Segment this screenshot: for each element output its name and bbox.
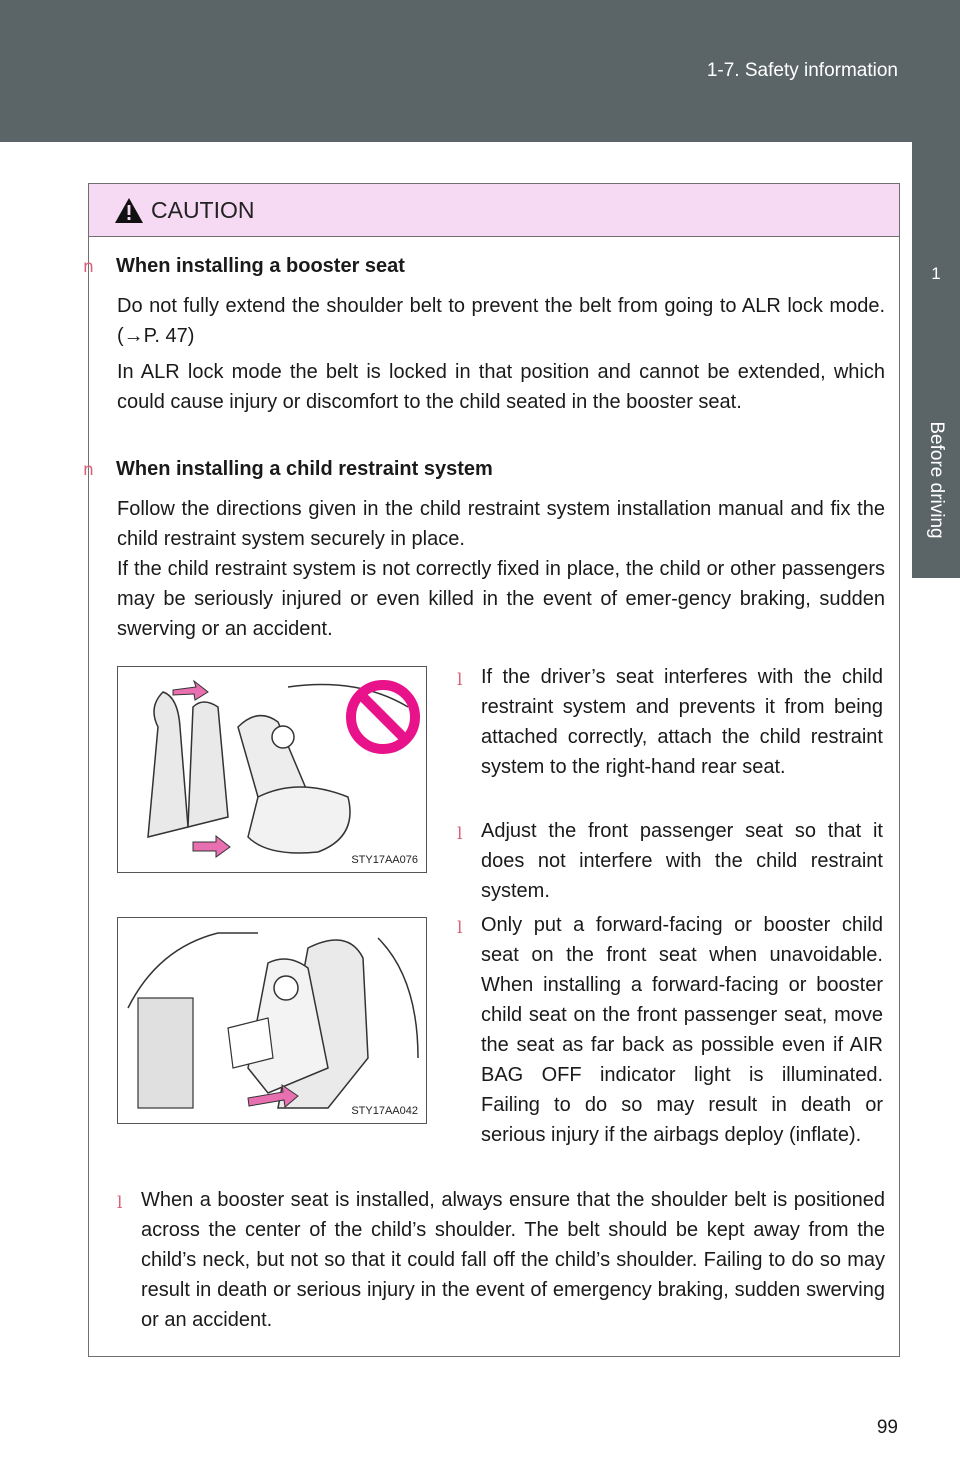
- warning-triangle-icon: [114, 197, 144, 224]
- section-heading: When installing a child restraint system: [116, 458, 493, 480]
- child-seat-illustration: [118, 667, 427, 873]
- caution-title: CAUTION: [151, 197, 255, 223]
- list-item: If the driver’s seat interferes with the child restraint system and prevents it from being attached correctly, attach the child restraint system to the right-hand rear seat.: [481, 666, 883, 778]
- front-seat-illustration: [118, 918, 427, 1124]
- paragraph: Do not fully extend the shoulder belt to prevent the belt from going to ALR lock mode. (→P. 47): [117, 295, 885, 347]
- side-tab-number: 1: [931, 264, 941, 283]
- section-bullet: n: [83, 257, 94, 277]
- caution-header: [89, 184, 899, 237]
- section-bullet: n: [83, 460, 94, 480]
- paragraph: If the child restraint system is not correctly fixed in place, the child or other passengers may be seriously injured or even killed in the event of emer-gency braking, sudden swerving or an accident.: [117, 558, 885, 640]
- item-bullet: l: [457, 670, 463, 690]
- figure-code: STY17AA042: [351, 1105, 418, 1117]
- item-bullet: l: [457, 824, 463, 844]
- figure-front-seat-installation: [117, 917, 427, 1124]
- section-title: 1-7. Safety information: [706, 60, 898, 81]
- caution-box: [83, 183, 900, 1357]
- list-item: Adjust the front passenger seat so that it does not interfere with the child restraint system.: [481, 820, 883, 902]
- figure-driver-seat-interference: [117, 666, 427, 873]
- paragraph: Follow the directions given in the child restraint system installation manual and fix the child restraint system securely in place.: [117, 498, 885, 550]
- paragraph: In ALR lock mode the belt is locked in that position and cannot be extended, which could cause injury or discomfort to the child seated in the booster seat.: [117, 361, 885, 413]
- side-tab-label: Before driving: [926, 421, 947, 539]
- item-bullet: l: [117, 1193, 123, 1213]
- header-bar: [0, 0, 960, 142]
- list-item: Only put a forward-facing or booster child seat on the front seat when unavoidable. When installing a forward-facing or booster child seat on the front passenger seat, move the seat as far back as possible even if AIR BAG OFF indicator light is illuminated. Failing to do so may result in death or serious injury if the airbags deploy (inflate).: [481, 914, 883, 1146]
- item-bullet: l: [457, 918, 463, 938]
- figure-code: STY17AA076: [351, 854, 418, 866]
- side-tab: [912, 142, 960, 578]
- section-heading: When installing a booster seat: [116, 255, 405, 277]
- page-number: 99: [876, 1417, 898, 1438]
- list-item: When a booster seat is installed, always ensure that the shoulder belt is positioned across the center of the child’s shoulder. The belt should be kept away from the child’s neck, but not so that it could fall off the child’s shoulder. Failing to do so may result in death or serious injury in the event of emergency braking, sudden swerving or an accident.: [141, 1189, 885, 1331]
